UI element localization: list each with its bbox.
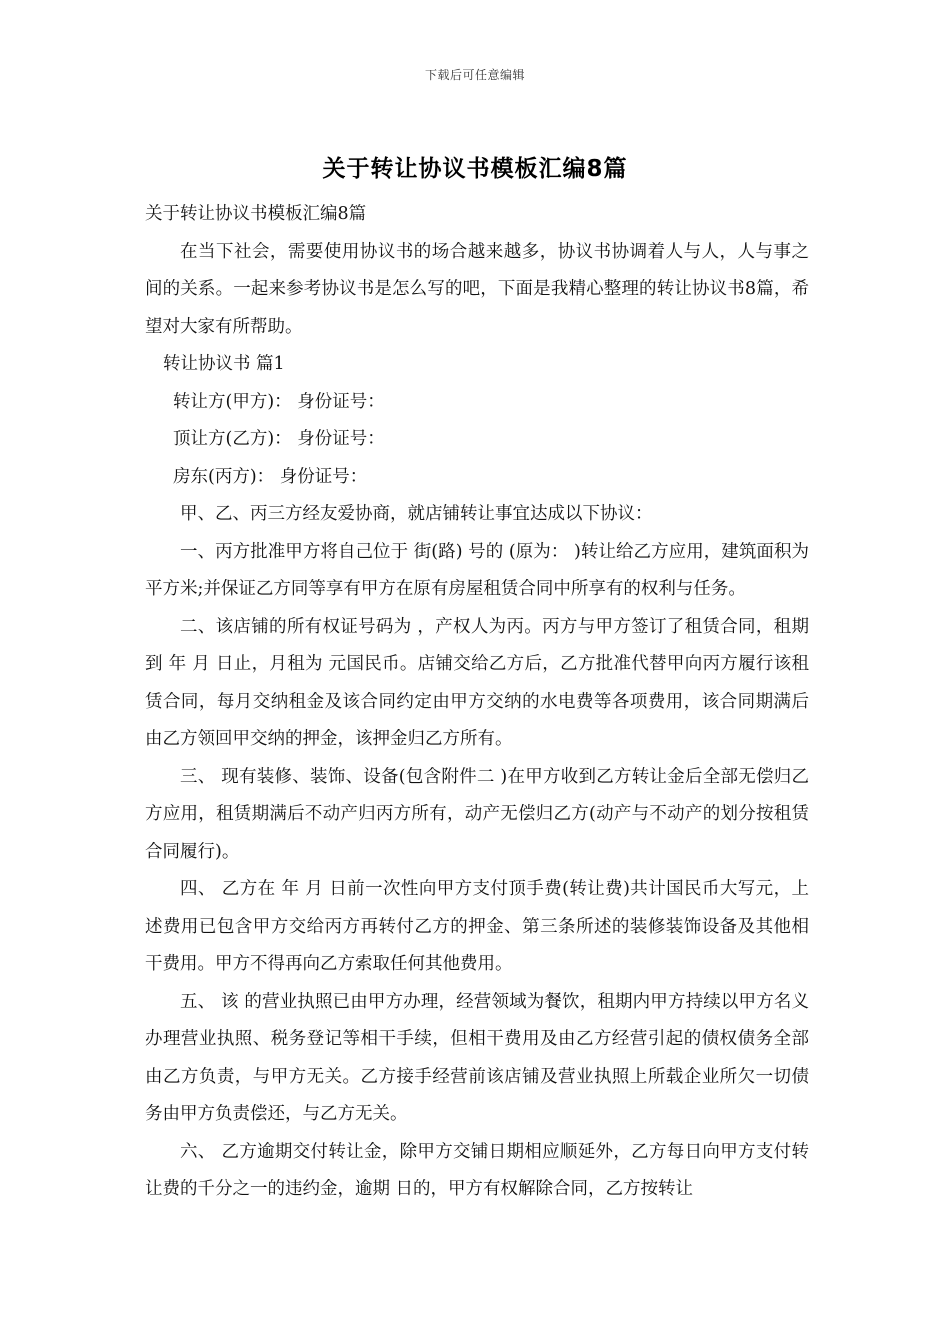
party-field-transferor: 转让方(甲方)： 身份证号： (173, 391, 385, 412)
clause-paragraph: 一、丙方批准甲方将自己位于 街(路) 号的 (原为： )转让给乙方应用，建筑面积为 平方米;并保证乙方同等享有甲方在原有房屋租赁合同中所享有的权利与任务。 (145, 541, 809, 599)
section-heading: 转让协议书 篇1 (163, 354, 285, 374)
subtitle-line: 关于转让协议书模板汇编8篇 (145, 204, 367, 224)
party-field-landlord: 房东(丙方)： 身份证号： (173, 466, 368, 487)
clause-paragraph: 六、 乙方逾期交付转让金，除甲方交铺日期相应顺延外，乙方每日向甲方支付转让费的千分之一的违约金，逾期 日的，甲方有权解除合同，乙方按转让 (145, 1141, 809, 1199)
clause-paragraph: 二、该店铺的所有权证号码为 ，产权人为丙。丙方与甲方签订了租赁合同，租期到 年 月 日止，月租为 元国民币。店铺交给乙方后，乙方批准代替甲向丙方履行该租赁合同，每月交纳租金及该合同约定由甲方交纳的水电费等各项费用，该合同期满后由乙方领回甲交纳的押金，该押金归乙方所有。 (145, 616, 809, 749)
preamble-paragraph: 甲、乙、丙三方经友爱协商，就店铺转让事宜达成以下协议： (180, 504, 653, 524)
party-field-transferee: 顶让方(乙方)： 身份证号： (173, 429, 385, 449)
clause-paragraph: 三、 现有装修、装饰、设备(包含附件二 )在甲方收到乙方转让金后全部无偿归乙方应用，租赁期满后不动产归丙方所有，动产无偿归乙方(动产与不动产的划分按租赁合同履行)。 (145, 766, 809, 862)
header-note: 下载后可任意编辑 (424, 68, 525, 82)
clause-paragraph: 四、 乙方在 年 月 日前一次性向甲方支付顶手费(转让费)共计国民币大写元，上述费用已包含甲方交给丙方再转付乙方的押金、第三条所述的装修装饰设备及其他相干费用。甲方不得再向乙方索取任何其他费用。 (145, 879, 809, 974)
document-body (145, 196, 809, 1209)
intro-paragraph: 在当下社会，需要使用协议书的场合越来越多，协议书协调着人与人，人与事之间的关系。一起来参考协议书是怎么写的吧，下面是我精心整理的转让协议书8篇，希望对大家有所帮助。 (145, 241, 809, 337)
clause-paragraph: 五、 该 的营业执照已由甲方办理，经营领域为餐饮，租期内甲方持续以甲方名义办理营业执照、税务登记等相干手续，但相干费用及由乙方经营引起的债权债务全部由乙方负责，与甲方无关。乙方接手经营前该店铺及营业执照上所载企业所欠一切债务由甲方负责偿还，与乙方无关。 (145, 991, 809, 1124)
document-title: 关于转让协议书模板汇编8篇 (322, 156, 628, 182)
